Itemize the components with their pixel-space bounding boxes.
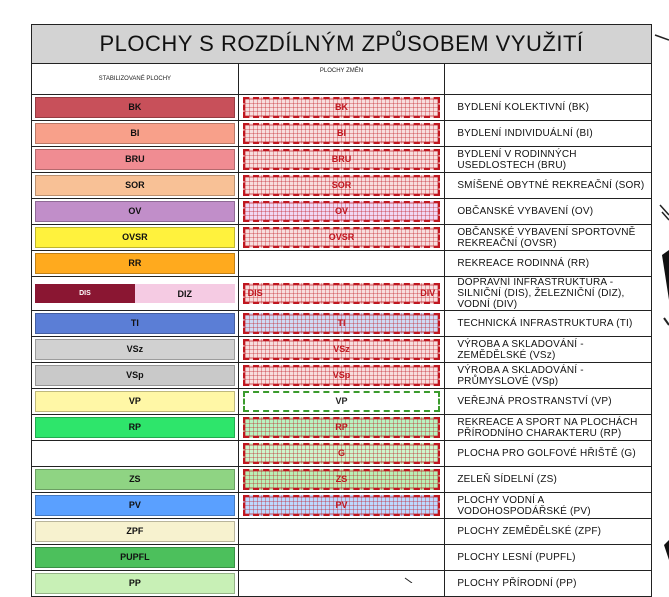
change-swatch: BRU — [243, 149, 441, 170]
legend-row — [32, 337, 652, 363]
stabilized-cell — [32, 121, 239, 147]
row-description: BYDLENÍ INDIVIDUÁLNÍ (BI) — [445, 121, 652, 147]
stabilized-swatch: RP — [35, 417, 235, 438]
legend-row — [32, 441, 652, 467]
legend-row — [32, 251, 652, 277]
change-swatch: TI — [243, 313, 441, 334]
stabilized-swatch: TI — [35, 313, 235, 334]
stabilized-cell — [32, 95, 239, 121]
legend-row — [32, 225, 652, 251]
stabilized-cell — [32, 277, 239, 311]
change-cell — [238, 415, 445, 441]
row-description: DOPRAVNÍ INFRASTRUKTURA - SILNIČNÍ (DIS), ŽELEZNIČNÍ (DIZ), VODNÍ (DIV) — [445, 277, 652, 311]
change-swatch — [243, 283, 441, 304]
stabilized-cell — [32, 147, 239, 173]
legend-row — [32, 121, 652, 147]
header-changes: PLOCHY ZMĚN — [238, 64, 445, 95]
change-swatch: OVSR — [243, 227, 441, 248]
change-cell — [238, 545, 445, 571]
stabilized-swatch: BI — [35, 123, 235, 144]
stabilized-swatch: PUPFL — [35, 547, 235, 568]
legend-row — [32, 95, 652, 121]
legend-row — [32, 389, 652, 415]
stabilized-swatch: PV — [35, 495, 235, 516]
change-swatch: PV — [243, 495, 441, 516]
stabilized-swatch: VP — [35, 391, 235, 412]
row-description: PLOCHY PŘÍRODNÍ (PP) — [445, 571, 652, 597]
change-cell — [238, 251, 445, 277]
header-description — [445, 64, 652, 95]
row-description: TECHNICKÁ INFRASTRUKTURA (TI) — [445, 311, 652, 337]
change-cell — [238, 467, 445, 493]
stabilized-swatch: ZS — [35, 469, 235, 490]
stabilized-cell — [32, 493, 239, 519]
row-description: PLOCHY VODNÍ A VODOHOSPODÁŘSKÉ (PV) — [445, 493, 652, 519]
legend-rows — [32, 95, 652, 597]
change-cell — [238, 389, 445, 415]
row-description: OBČANSKÉ VYBAVENÍ (OV) — [445, 199, 652, 225]
legend-row — [32, 415, 652, 441]
row-description: OBČANSKÉ VYBAVENÍ SPORTOVNĚ REKREAČNÍ (OVSR) — [445, 225, 652, 251]
row-description: VÝROBA A SKLADOVÁNÍ - PRŮMYSLOVÉ (VSp) — [445, 363, 652, 389]
change-swatch: VP — [243, 391, 441, 412]
row-description: BYDLENÍ V RODINNÝCH USEDLOSTECH (BRU) — [445, 147, 652, 173]
stabilized-swatch: OV — [35, 201, 235, 222]
stabilized-swatch: PP — [35, 573, 235, 594]
change-cell — [238, 277, 445, 311]
stabilized-swatch: BRU — [35, 149, 235, 170]
stabilized-cell — [32, 251, 239, 277]
legend-row — [32, 467, 652, 493]
change-swatch: BI — [243, 123, 441, 144]
legend-row — [32, 363, 652, 389]
stabilized-cell — [32, 441, 239, 467]
change-cell — [238, 311, 445, 337]
stabilized-cell — [32, 337, 239, 363]
legend-table — [31, 24, 652, 597]
stabilized-swatch: RR — [35, 253, 235, 274]
row-description: ZELEŇ SÍDELNÍ (ZS) — [445, 467, 652, 493]
stabilized-swatch: OVSR — [35, 227, 235, 248]
legend-row — [32, 173, 652, 199]
stabilized-cell — [32, 519, 239, 545]
stabilized-swatch: SOR — [35, 175, 235, 196]
change-swatch: VSz — [243, 339, 441, 360]
row-description: BYDLENÍ KOLEKTIVNÍ (BK) — [445, 95, 652, 121]
legend-row — [32, 493, 652, 519]
stabilized-cell — [32, 389, 239, 415]
row-description: REKREACE RODINNÁ (RR) — [445, 251, 652, 277]
legend-row — [32, 277, 652, 311]
change-cell — [238, 363, 445, 389]
row-description: SMÍŠENÉ OBYTNÉ REKREAČNÍ (SOR) — [445, 173, 652, 199]
row-description: PLOCHY LESNÍ (PUPFL) — [445, 545, 652, 571]
header-stabilized: STABILIZOVANÉ PLOCHY — [32, 64, 239, 95]
change-cell — [238, 441, 445, 467]
stabilized-cell — [32, 545, 239, 571]
change-cell — [238, 225, 445, 251]
stabilized-cell — [32, 199, 239, 225]
swatch-dis: DIS — [35, 284, 135, 303]
change-cell — [238, 121, 445, 147]
stabilized-swatch-split — [35, 284, 235, 303]
row-description: PLOCHY ZEMĚDĚLSKÉ (ZPF) — [445, 519, 652, 545]
stabilized-cell — [32, 173, 239, 199]
change-swatch: OV — [243, 201, 441, 222]
change-cell — [238, 147, 445, 173]
stabilized-swatch: BK — [35, 97, 235, 118]
legend-row — [32, 519, 652, 545]
change-cell — [238, 173, 445, 199]
change-div-label: DIV — [420, 288, 436, 298]
legend-row — [32, 545, 652, 571]
stabilized-cell — [32, 363, 239, 389]
stabilized-swatch: VSp — [35, 365, 235, 386]
change-cell — [238, 571, 445, 597]
change-cell — [238, 337, 445, 363]
stabilized-cell — [32, 571, 239, 597]
change-swatch: RP — [243, 417, 441, 438]
row-description: PLOCHA PRO GOLFOVÉ HŘIŠTĚ (G) — [445, 441, 652, 467]
stabilized-cell — [32, 415, 239, 441]
swatch-diz: DIZ — [135, 284, 235, 303]
stabilized-cell — [32, 225, 239, 251]
row-description: REKREACE A SPORT NA PLOCHÁCH PŘÍRODNÍHO CHARAKTERU (RP) — [445, 415, 652, 441]
stabilized-swatch: VSz — [35, 339, 235, 360]
legend-row — [32, 311, 652, 337]
change-swatch: SOR — [243, 175, 441, 196]
change-cell — [238, 95, 445, 121]
row-description: VEŘEJNÁ PROSTRANSTVÍ (VP) — [445, 389, 652, 415]
stabilized-cell — [32, 467, 239, 493]
stabilized-swatch: ZPF — [35, 521, 235, 542]
change-dis-label: DIS — [247, 288, 263, 298]
legend-row — [32, 199, 652, 225]
row-description: VÝROBA A SKLADOVÁNÍ - ZEMĚDĚLSKÉ (VSz) — [445, 337, 652, 363]
legend-row — [32, 147, 652, 173]
change-swatch: VSp — [243, 365, 441, 386]
stabilized-cell — [32, 311, 239, 337]
legend-row — [32, 571, 652, 597]
change-swatch: G — [243, 443, 441, 464]
legend-title: PLOCHY S ROZDÍLNÝM ZPŮSOBEM VYUŽITÍ — [32, 25, 652, 64]
change-cell — [238, 493, 445, 519]
change-swatch: BK — [243, 97, 441, 118]
change-cell — [238, 519, 445, 545]
change-swatch: ZS — [243, 469, 441, 490]
change-cell — [238, 199, 445, 225]
